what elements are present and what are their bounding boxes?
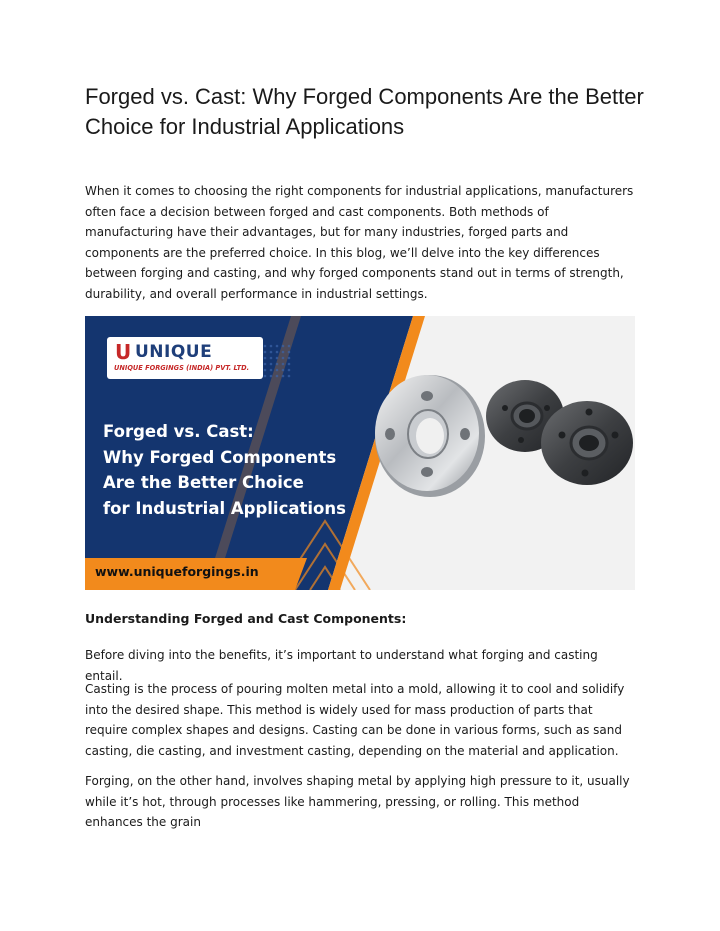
body-paragraph-3: Forging, on the other hand, involves shaping metal by applying high pressure to it, usually while it’s hot, through processes like hammering, pressing, or rolling. This method enhances the grain (85, 774, 630, 829)
banner-headline-line-2: Why Forged Components (103, 447, 337, 467)
banner-url: www.uniqueforgings.in (95, 564, 259, 579)
company-logo (107, 337, 263, 379)
page-title: Forged vs. Cast: Why Forged Components Are the Better Choice for Industrial Applications (85, 84, 644, 139)
logo-subtitle: UNIQUE FORGINGS (INDIA) PVT. LTD. (114, 364, 250, 372)
banner-headline-line-1: Forged vs. Cast: (103, 422, 254, 441)
banner-headline (103, 419, 363, 521)
intro-paragraph: When it comes to choosing the right components for industrial applications, manufacturers often face a decision between forged and cast components. Both methods of manufacturing have their advantages, but for many industries, forged parts and components are the preferred choice. In this blog, we’ll delve into the key differences between forging and casting, and why forged components stand out in terms of strength, durability, and overall performance in industrial settings. (85, 184, 634, 301)
logo-name: UNIQUE (135, 342, 213, 362)
logo-letter: U (115, 340, 132, 364)
body-paragraph-1: Before diving into the benefits, it’s important to understand what forging and casting entail. (85, 648, 598, 683)
forged-flange-icon (375, 375, 485, 497)
body-paragraph-2: Casting is the process of pouring molten metal into a mold, allowing it to cool and solidify into the desired shape. This method is widely used for mass production of parts that require complex shapes and designs. Casting can be done in various forms, such as sand casting, die casting, and investment casting, depending on the material and application. (85, 682, 625, 758)
article-banner-image (85, 316, 635, 590)
section-heading: Understanding Forged and Cast Components: (85, 611, 407, 626)
banner-headline-line-4: for Industrial Applications (103, 498, 346, 518)
banner-headline-line-3: Are the Better Choice (103, 473, 304, 492)
